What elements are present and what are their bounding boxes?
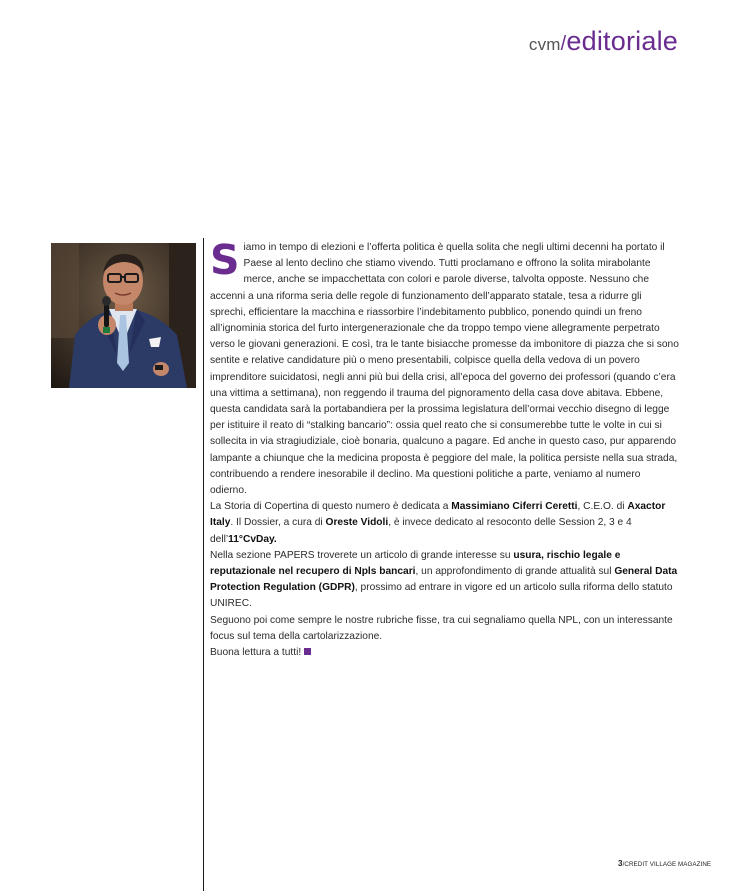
paragraph-papers (210, 548, 679, 613)
end-mark-icon (304, 648, 311, 655)
text-span: , prossimo ad entrare in vigore ed un articolo sulla riforma dello statuto UNIREC. (210, 582, 673, 610)
page-footer (618, 859, 711, 868)
paragraph-closing (210, 645, 679, 661)
header-section-title: editoriale (566, 26, 678, 56)
speaker-portrait-image (51, 243, 196, 388)
bold-name: Oreste Vidoli (325, 517, 389, 529)
section-header (529, 26, 678, 57)
paragraph-cover-story (210, 499, 679, 548)
bold-name: Massimiano Ciferri Ceretti (451, 501, 578, 513)
text-span: . Il Dossier, a cura di (230, 517, 326, 529)
bold-topic: General Data Protection Regulation (GDPR) (210, 566, 678, 594)
editorial-article (210, 236, 679, 661)
text-span: La Storia di Copertina di questo numero è dedicata a (210, 501, 452, 513)
paragraph-rubriche: Seguono poi come sempre le nostre rubriche fisse, tra cui segnaliamo quella NPL, con un interessante focus sul tema della cartolarizzazione. (210, 614, 673, 642)
intro-text: iamo in tempo di elezioni e l’offerta politica è quella solita che negli ultimi decenni ha portato il Paese al lento declino che stiamo vivendo. Tutti proclamano e offrono la solita mirabolante merce, anche se impacchettata con colori e parole diverse, talvolta opposte. Nessuno che accenni a una riforma seria delle regole di funzionamento dell’apparato statale, tesa a ridurre gli sprechi, efficientare la macchina e riassorbire l’indebitamento pubblico, ponendo quindi un freno all’ignominia storica del furto intergenerazionale che da troppo tempo viene allegramente perpetrato verso le giovani generazioni. E così, tra le tante bisiacche promesse da imbonitore di piazza che si sono sentite e relative candidature più o meno presentabili, colpisce quella della vedova di un povero imprenditore suicidatosi, negli anni più bui della crisi, all’epoca del governo dei professori (quando c’era una vittima a settimana), non reggendo il trauma del pignoramento della casa dove abitava. Ebbene, questa candidata sarà la portabandiera per la prossima legislatura dell’ormai vecchio disegno di legge per istituire il reato di “stalking bancario”: ossia quel reato che si consumerebbe tutte le volte in cui si sollecita in via stragiudiziale, cioè bonaria, qualcuno a pagare. Ed anche in questo caso, pur apparendo lampante a chiunque che la medicina proposta è peggiore del male, la politica persiste nella sua strada, contribuendo a rendere inesorabile il declino. Ma questioni politiche a parte, veniamo al numero odierno. (210, 242, 679, 497)
text-span: , è invece dedicato al resoconto delle Session 2, 3 e 4 dell’ (210, 517, 632, 545)
footer-slash: / (622, 861, 625, 868)
text-span: , C.E.O. di (577, 501, 628, 513)
bold-event: 11°CvDay. (228, 533, 277, 545)
closing-text: Buona lettura a tutti! (210, 647, 302, 659)
header-slash: / (560, 33, 567, 55)
drop-cap: S (210, 236, 240, 284)
author-photo (51, 243, 196, 388)
magazine-name: CREDIT VILLAGE MAGAZINE (624, 861, 712, 868)
bold-topic: usura, rischio legale e reputazionale nel recupero di Npls bancari (210, 549, 621, 578)
bold-company: Axactor Italy (210, 501, 666, 529)
column-divider (203, 238, 204, 891)
text-span: Nella sezione PAPERS troverete un articolo di grande interesse su (210, 549, 514, 561)
paragraph-intro (210, 236, 679, 499)
page-number: 3 (618, 859, 623, 868)
header-prefix: cvm (528, 35, 561, 54)
text-span: , un approfondimento di grande attualità sul (415, 566, 615, 578)
